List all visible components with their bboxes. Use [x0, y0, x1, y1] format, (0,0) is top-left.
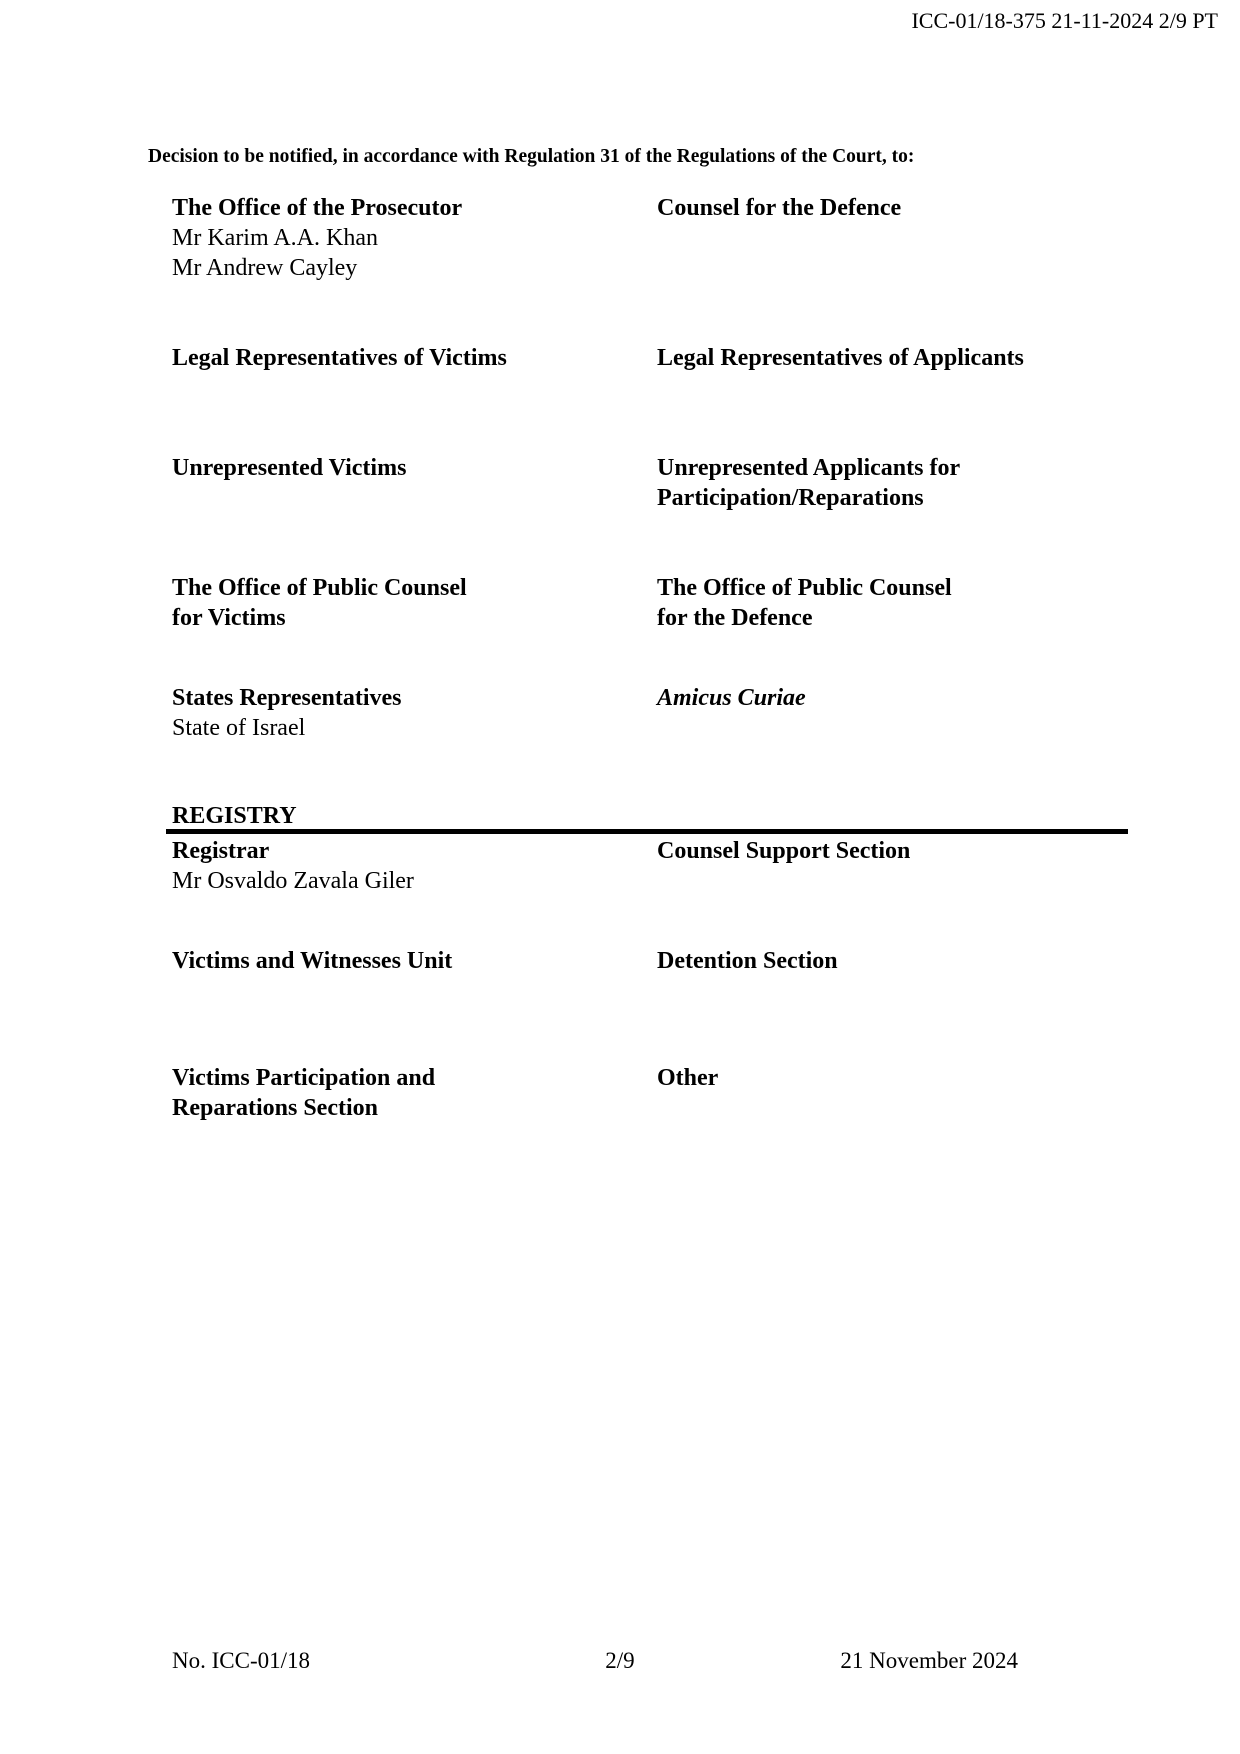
registry-cell-counsel-support [657, 836, 1102, 866]
registry-divider-rule [166, 829, 1128, 834]
registry-heading-label: Other [657, 1065, 719, 1091]
party-cell-legal-reps-applicants [657, 343, 1102, 373]
party-heading: Legal Representatives of Victims [172, 345, 507, 371]
registry-heading-label: Victims Participation and Reparations Section [172, 1065, 436, 1121]
party-cell-amicus-curiae [657, 683, 1102, 713]
registry-heading-label: Detention Section [657, 948, 838, 974]
registry-heading-label: Registrar [172, 838, 270, 864]
party-heading: Unrepresented Victims [172, 455, 407, 481]
party-names: State of Israel [172, 715, 306, 741]
footer-page-number: 2/9 [605, 1648, 635, 1673]
party-heading: The Office of Public Counsel for Victims [172, 575, 467, 631]
party-cell-legal-reps-victims [172, 343, 617, 373]
party-cell-states-representatives [172, 683, 617, 743]
party-cell-office-of-prosecutor [172, 193, 617, 283]
registry-heading-label: Counsel Support Section [657, 838, 911, 864]
party-cell-opcd [657, 573, 1102, 633]
registry-heading-label: Victims and Witnesses Unit [172, 948, 453, 974]
registry-section-heading: REGISTRY [172, 803, 297, 829]
registry-cell-registrar [172, 836, 617, 896]
court-filing-stamp: ICC-01/18-375 21-11-2024 2/9 PT [911, 8, 1218, 33]
registry-cell-vprs [172, 1063, 617, 1123]
registry-cell-other [657, 1063, 1102, 1093]
party-heading: The Office of the Prosecutor [172, 195, 463, 221]
registry-cell-vwu [172, 946, 617, 976]
party-cell-unrepresented-applicants [657, 453, 1102, 513]
party-cell-opcv [172, 573, 617, 633]
footer-date: 21 November 2024 [840, 1648, 1018, 1673]
notification-intro: Decision to be notified, in accordance with Regulation 31 of the Regulations of the Court, to: [148, 146, 915, 167]
party-cell-unrepresented-victims [172, 453, 617, 483]
party-cell-counsel-for-defence [657, 193, 1102, 223]
party-names: Mr Karim A.A. Khan Mr Andrew Cayley [172, 225, 378, 281]
party-heading: Amicus Curiae [657, 685, 806, 711]
party-heading: Legal Representatives of Applicants [657, 345, 1024, 371]
party-heading: States Representatives [172, 685, 402, 711]
party-heading: Counsel for the Defence [657, 195, 902, 221]
registry-names: Mr Osvaldo Zavala Giler [172, 868, 414, 894]
registry-cell-detention [657, 946, 1102, 976]
footer-case-number: No. ICC-01/18 [172, 1648, 310, 1673]
party-heading: Unrepresented Applicants for Participation/Reparations [657, 455, 961, 511]
party-heading: The Office of Public Counsel for the Defence [657, 575, 952, 631]
